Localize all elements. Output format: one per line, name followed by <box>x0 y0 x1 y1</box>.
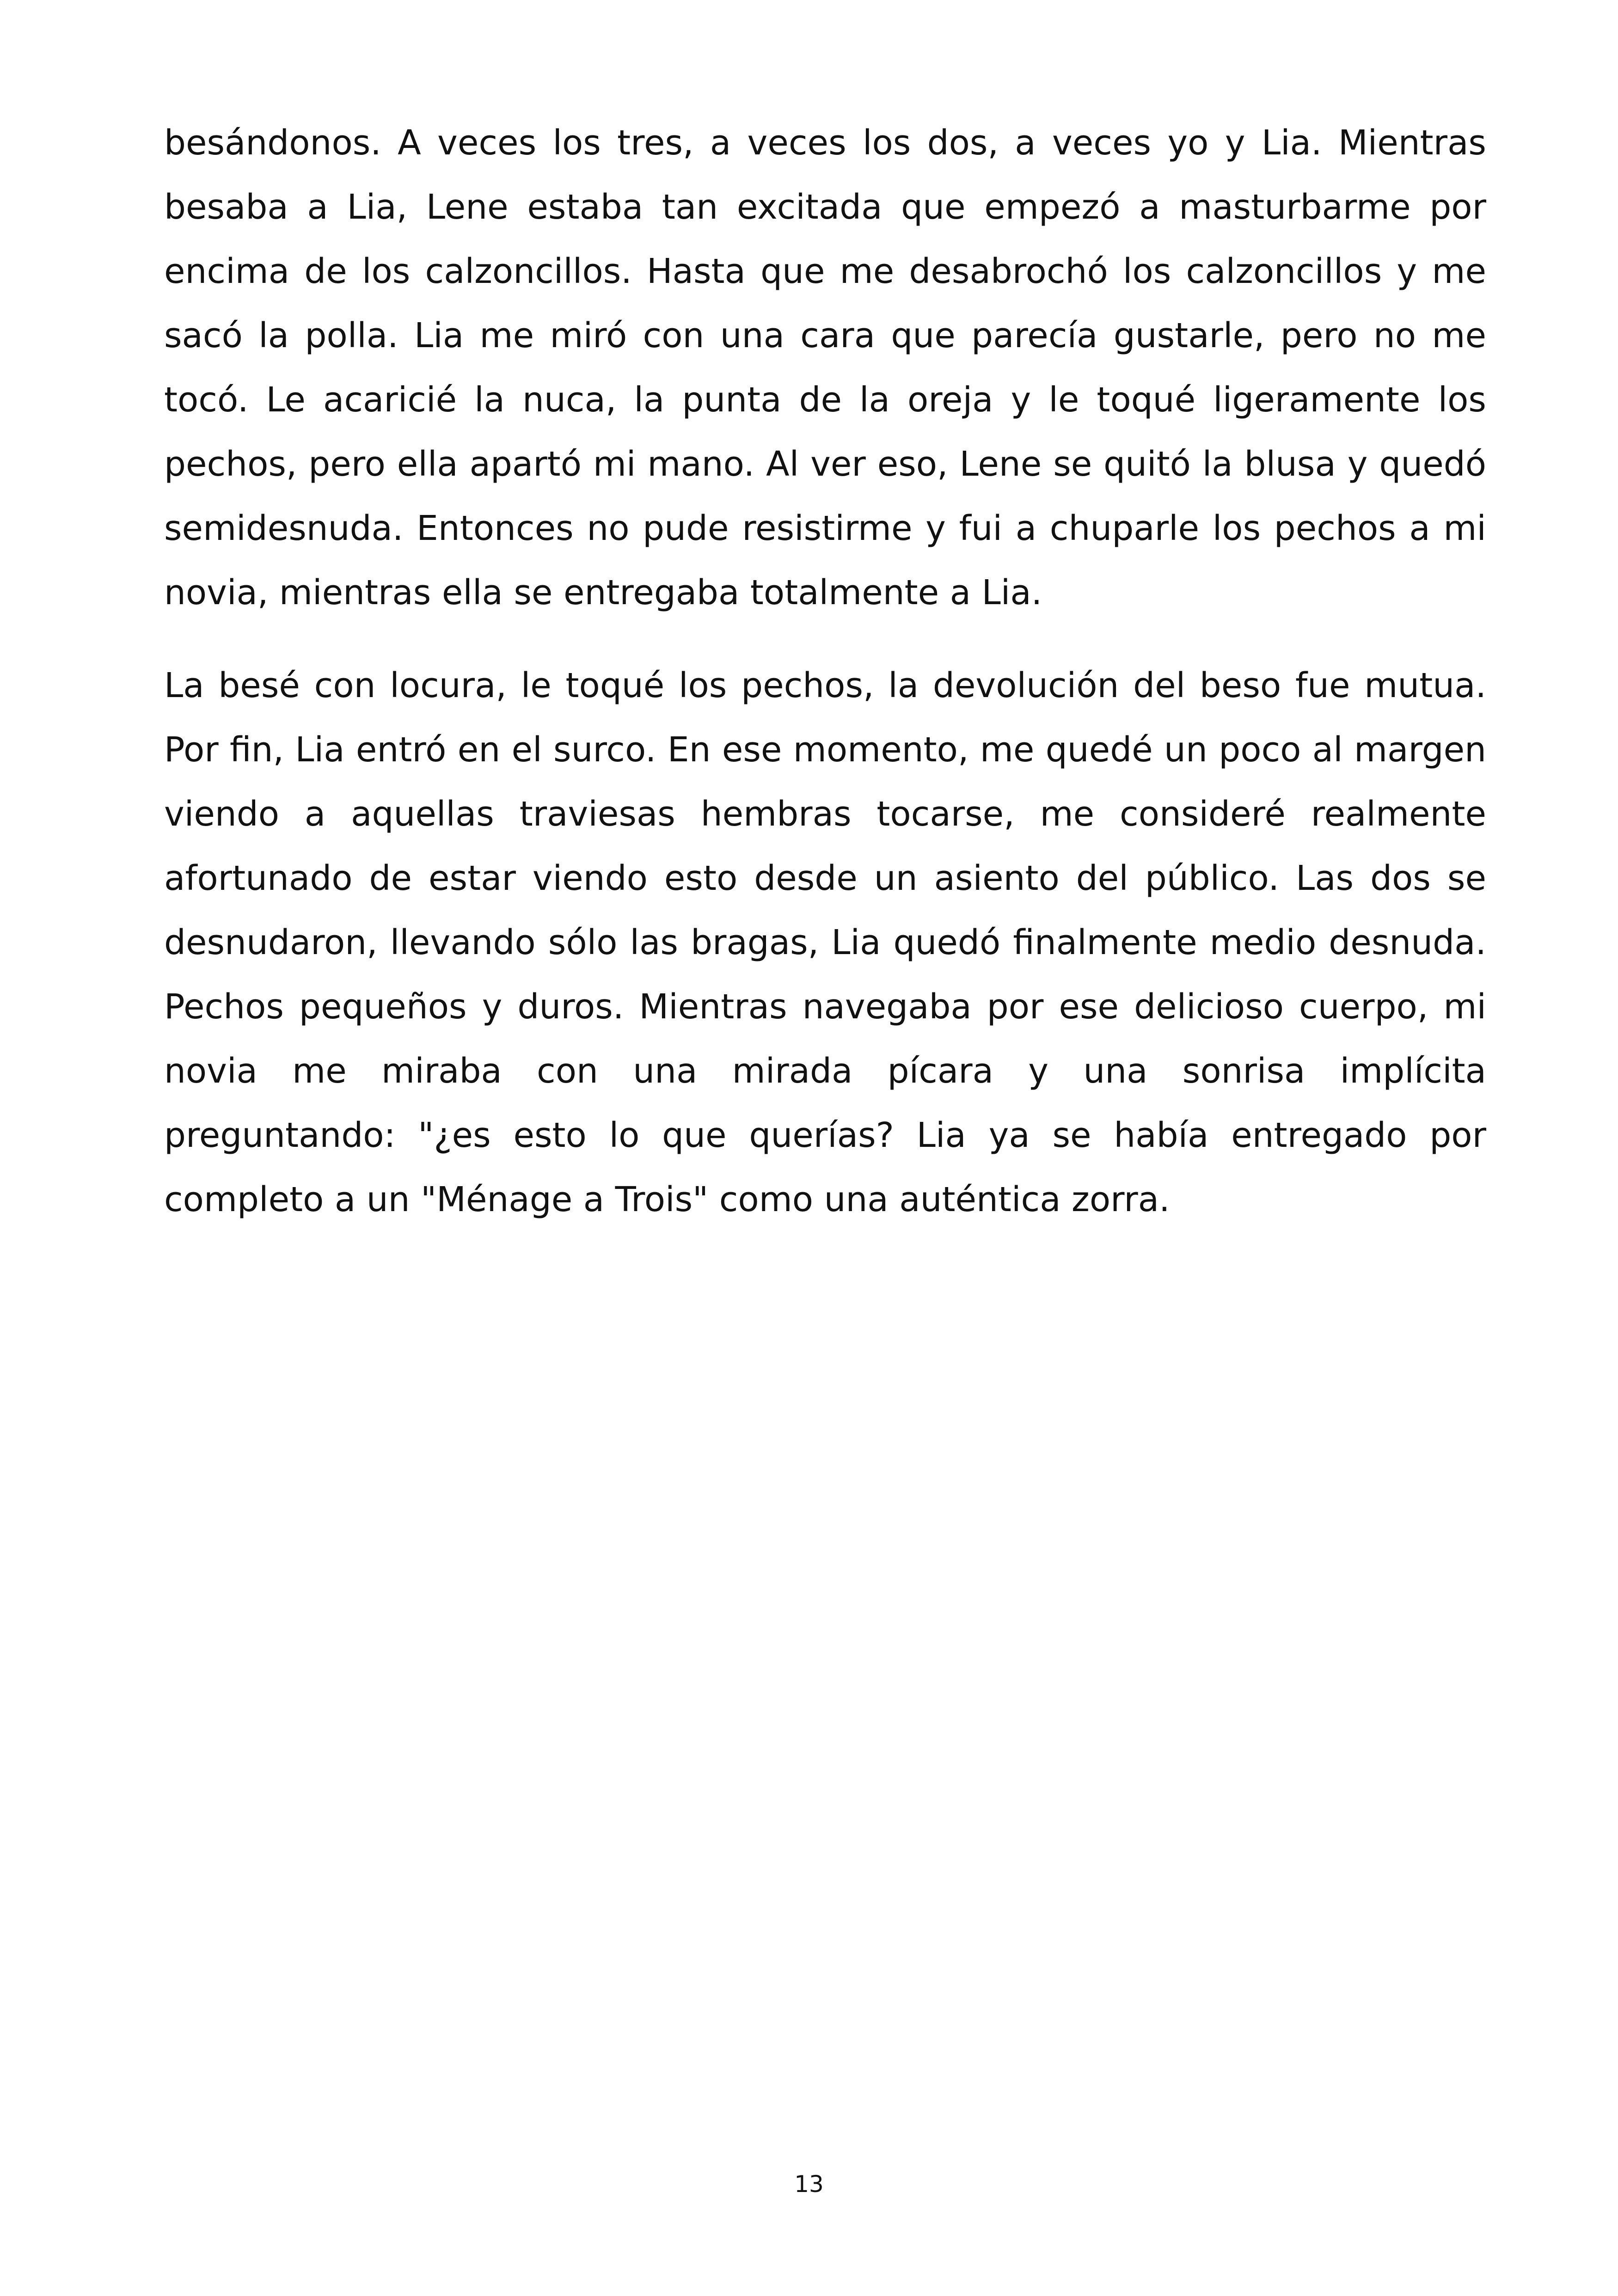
paragraph-2: La besé con locura, le toqué los pechos, la devolución del beso fue mutua. Por fin, Lia entró en el surco. En ese momento, me quedé un poco al margen viendo a aquellas traviesas hembras tocarse, me consideré realmente afortunado de estar viendo esto desde un asiento del público. Las dos se desnudaron, llevando sólo las bragas, Lia quedó finalmente medio desnuda. Pechos pequeños y duros. Mientras navegaba por ese delicioso cuerpo, mi novia me miraba con una mirada pícara y una sonrisa implícita preguntando: "¿es esto lo que querías? Lia ya se había entregado por completo a un "Ménage a Trois" como una auténtica zorra. <box>164 666 1486 1219</box>
body-text <box>164 111 1486 1261</box>
page-number: 13 <box>794 2171 824 2198</box>
paragraph-1: besándonos. A veces los tres, a veces los dos, a veces yo y Lia. Mientras besaba a Lia, Lene estaba tan excitada que empezó a masturbarme por encima de los calzoncillos. Hasta que me desabrochó los calzoncillos y me sacó la polla. Lia me miró con una cara que parecía gustarle, pero no me tocó. Le acaricié la nuca, la punta de la oreja y le toqué ligeramente los pechos, pero ella apartó mi mano. Al ver eso, Lene se quitó la blusa y quedó semidesnuda. Entonces no pude resistirme y fui a chuparle los pechos a mi novia, mientras ella se entregaba totalmente a Lia. <box>164 123 1486 612</box>
